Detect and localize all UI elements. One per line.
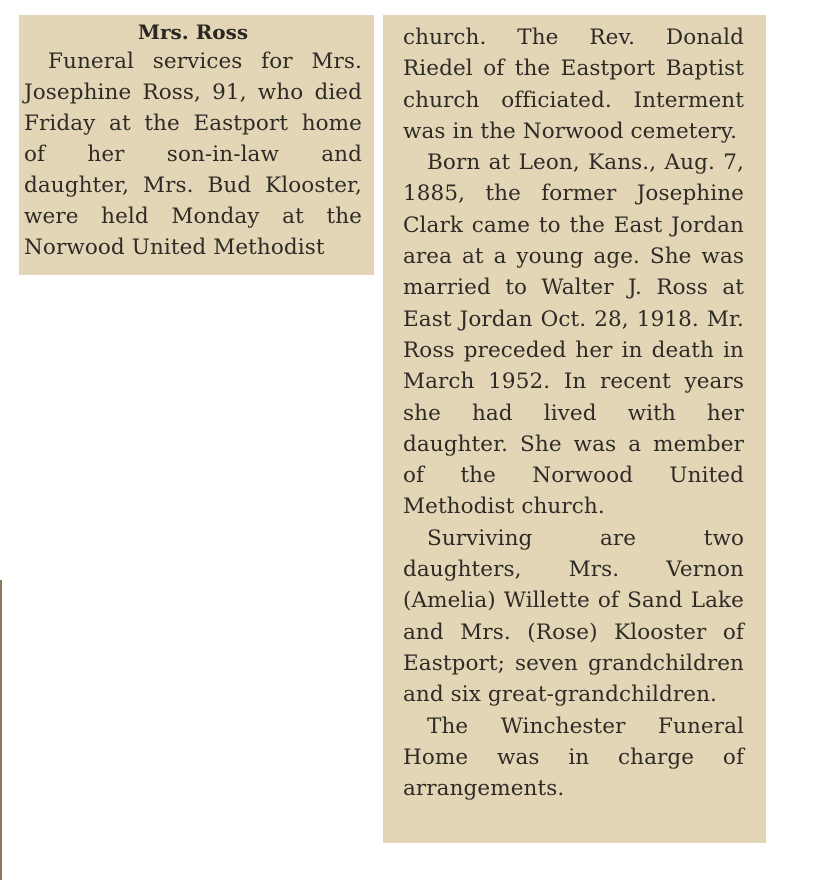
column2-paragraph-3: Surviving are two daughters, Mrs. Vernon (Amelia) Willette of Sand Lake and Mrs. (Rose) Klooster of Eastport; seven grandchildren and six great-grandchildren.: [403, 525, 744, 708]
column2-paragraph-1: church. The Rev. Donald Riedel of the Eastport Baptist church officiated. Interment was in the Norwood cemetery.: [403, 25, 744, 144]
article-headline: Mrs. Ross: [137, 20, 249, 44]
column1-paragraph-1: Funeral services for Mrs. Josephine Ross, 91, who died Friday at the Eastport home of her son-in-law and daughter, Mrs. Bud Klooster, were held Monday at the Norwood United Methodist: [24, 49, 362, 260]
scan-edge-mark: [0, 580, 2, 880]
column2-paragraph-2: Born at Leon, Kans., Aug. 7, 1885, the former Josephine Clark came to the East Jordan area at a young age. She was married to Walter J. Ross at East Jordan Oct. 28, 1918. Mr. Ross preceded her in death in March 1952. In recent years she had lived with her daughter. She was a member of the Norwood United Methodist church.: [403, 150, 744, 520]
column2-paragraph-4: The Winchester Funeral Home was in charge of arrangements.: [403, 713, 744, 802]
clipping-column-2: [383, 15, 766, 843]
clipping-column-1: [19, 15, 374, 275]
